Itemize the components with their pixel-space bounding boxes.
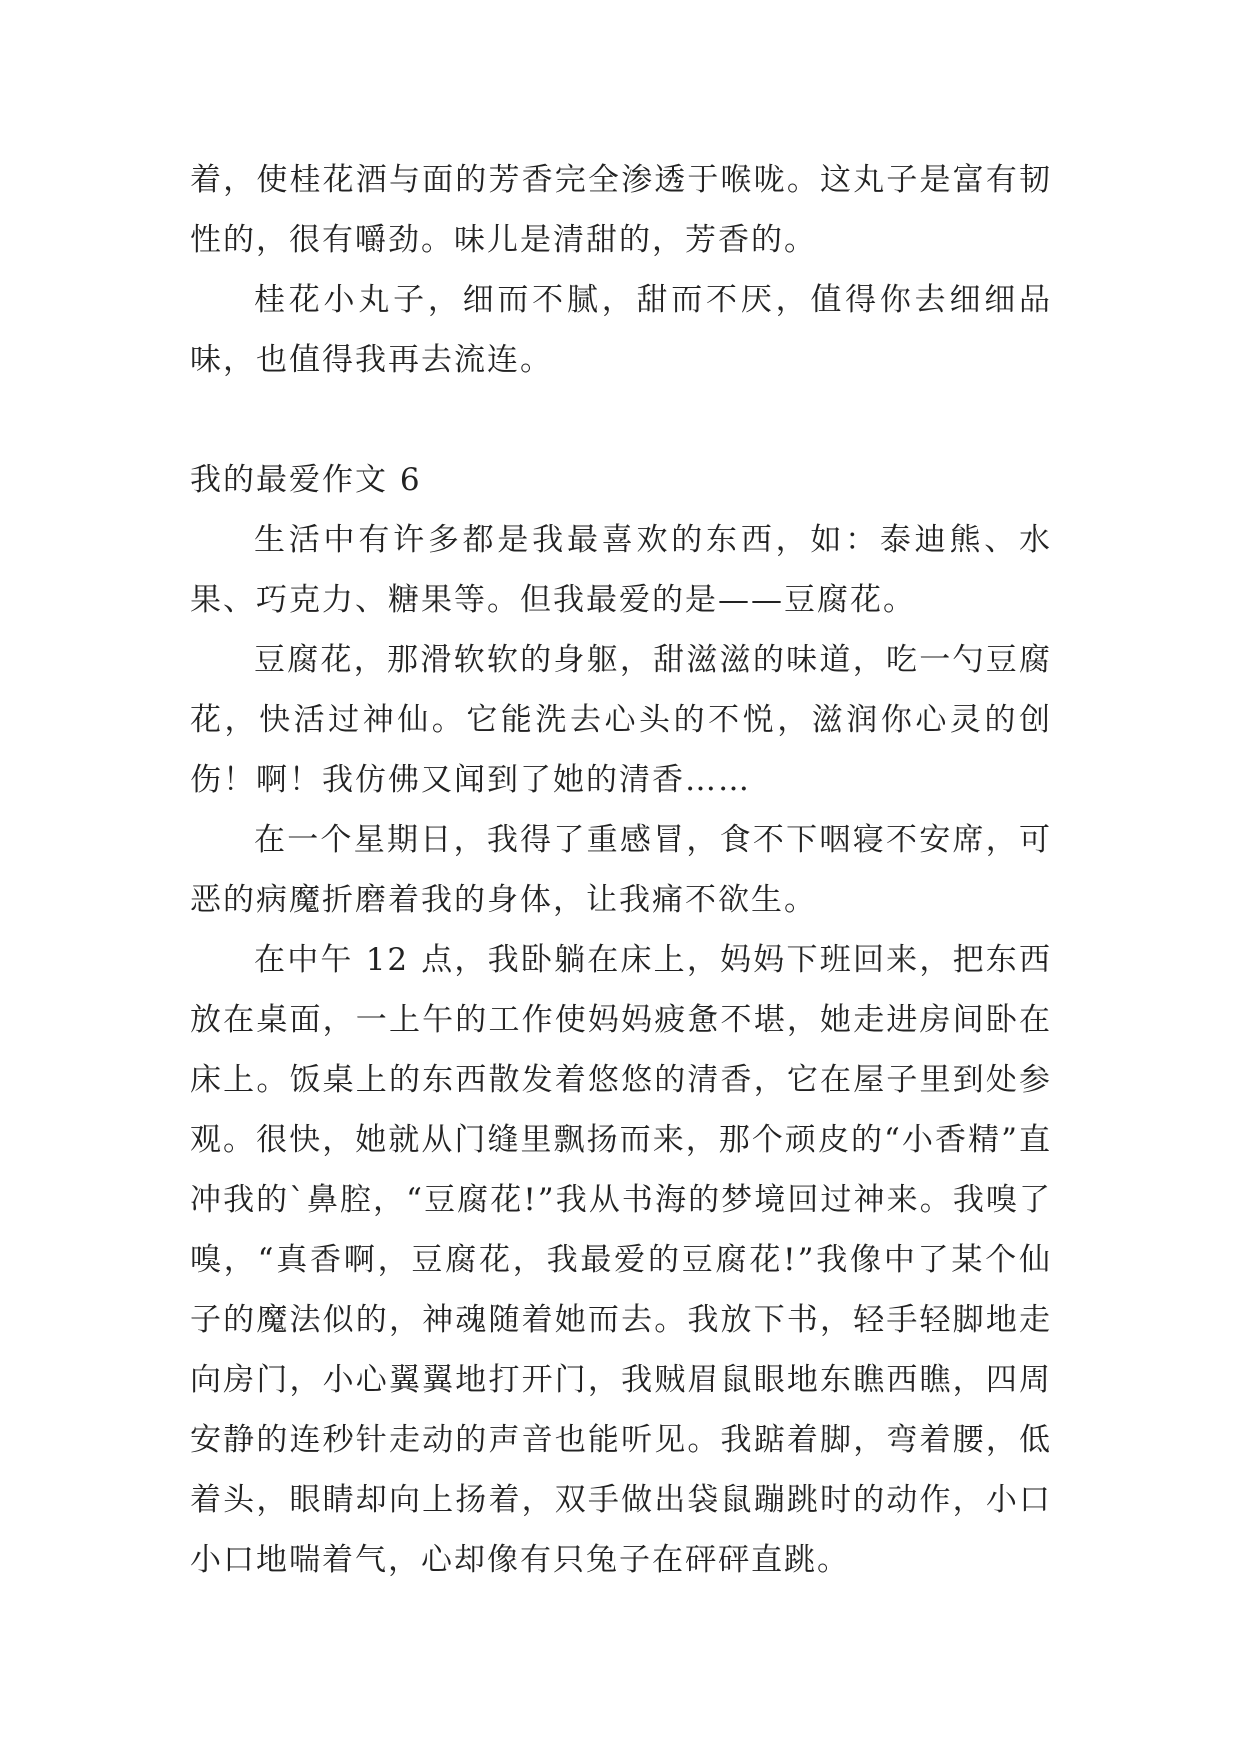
paragraph-1: 生活中有许多都是我最喜欢的东西，如：泰迪熊、水果、巧克力、糖果等。但我最爱的是——豆腐花。	[190, 522, 1052, 618]
paragraph-3: 在一个星期日，我得了重感冒，食不下咽寝不安席，可恶的病魔折磨着我的身体，让我痛不欲生。	[190, 822, 1052, 918]
paragraph-conclusion: 桂花小丸子，细而不腻，甜而不厌，值得你去细细品味，也值得我再去流连。	[190, 282, 1052, 378]
paragraph-2: 豆腐花，那滑软软的身躯，甜滋滋的味道，吃一勺豆腐花，快活过神仙。它能洗去心头的不悦，滋润你心灵的创伤！啊！我仿佛又闻到了她的清香……	[190, 642, 1052, 798]
paragraph-continuation: 着，使桂花酒与面的芳香完全渗透于喉咙。这丸子是富有韧性的，很有嚼劲。味儿是清甜的，芳香的。	[190, 162, 1052, 258]
essay-heading: 我的最爱作文 6	[190, 462, 422, 498]
paragraph-4: 在中午 12 点，我卧躺在床上，妈妈下班回来，把东西放在桌面，一上午的工作使妈妈疲惫不堪，她走进房间卧在床上。饭桌上的东西散发着悠悠的清香，它在屋子里到处参观。很快，她就从门缝里飘扬而来，那个顽皮的“小香精”直冲我的`鼻腔，“豆腐花!”我从书海的梦境回过神来。我嗅了嗅，“真香啊，豆腐花，我最爱的豆腐花!”我像中了某个仙子的魔法似的，神魂随着她而去。我放下书，轻手轻脚地走向房门，小心翼翼地打开门，我贼眉鼠眼地东瞧西瞧，四周安静的连秒针走动的声音也能听见。我踮着脚，弯着腰，低着头，眼睛却向上扬着，双手做出袋鼠蹦跳时的动作，小口小口地喘着气，心却像有只兔子在砰砰直跳。	[190, 942, 1052, 1578]
